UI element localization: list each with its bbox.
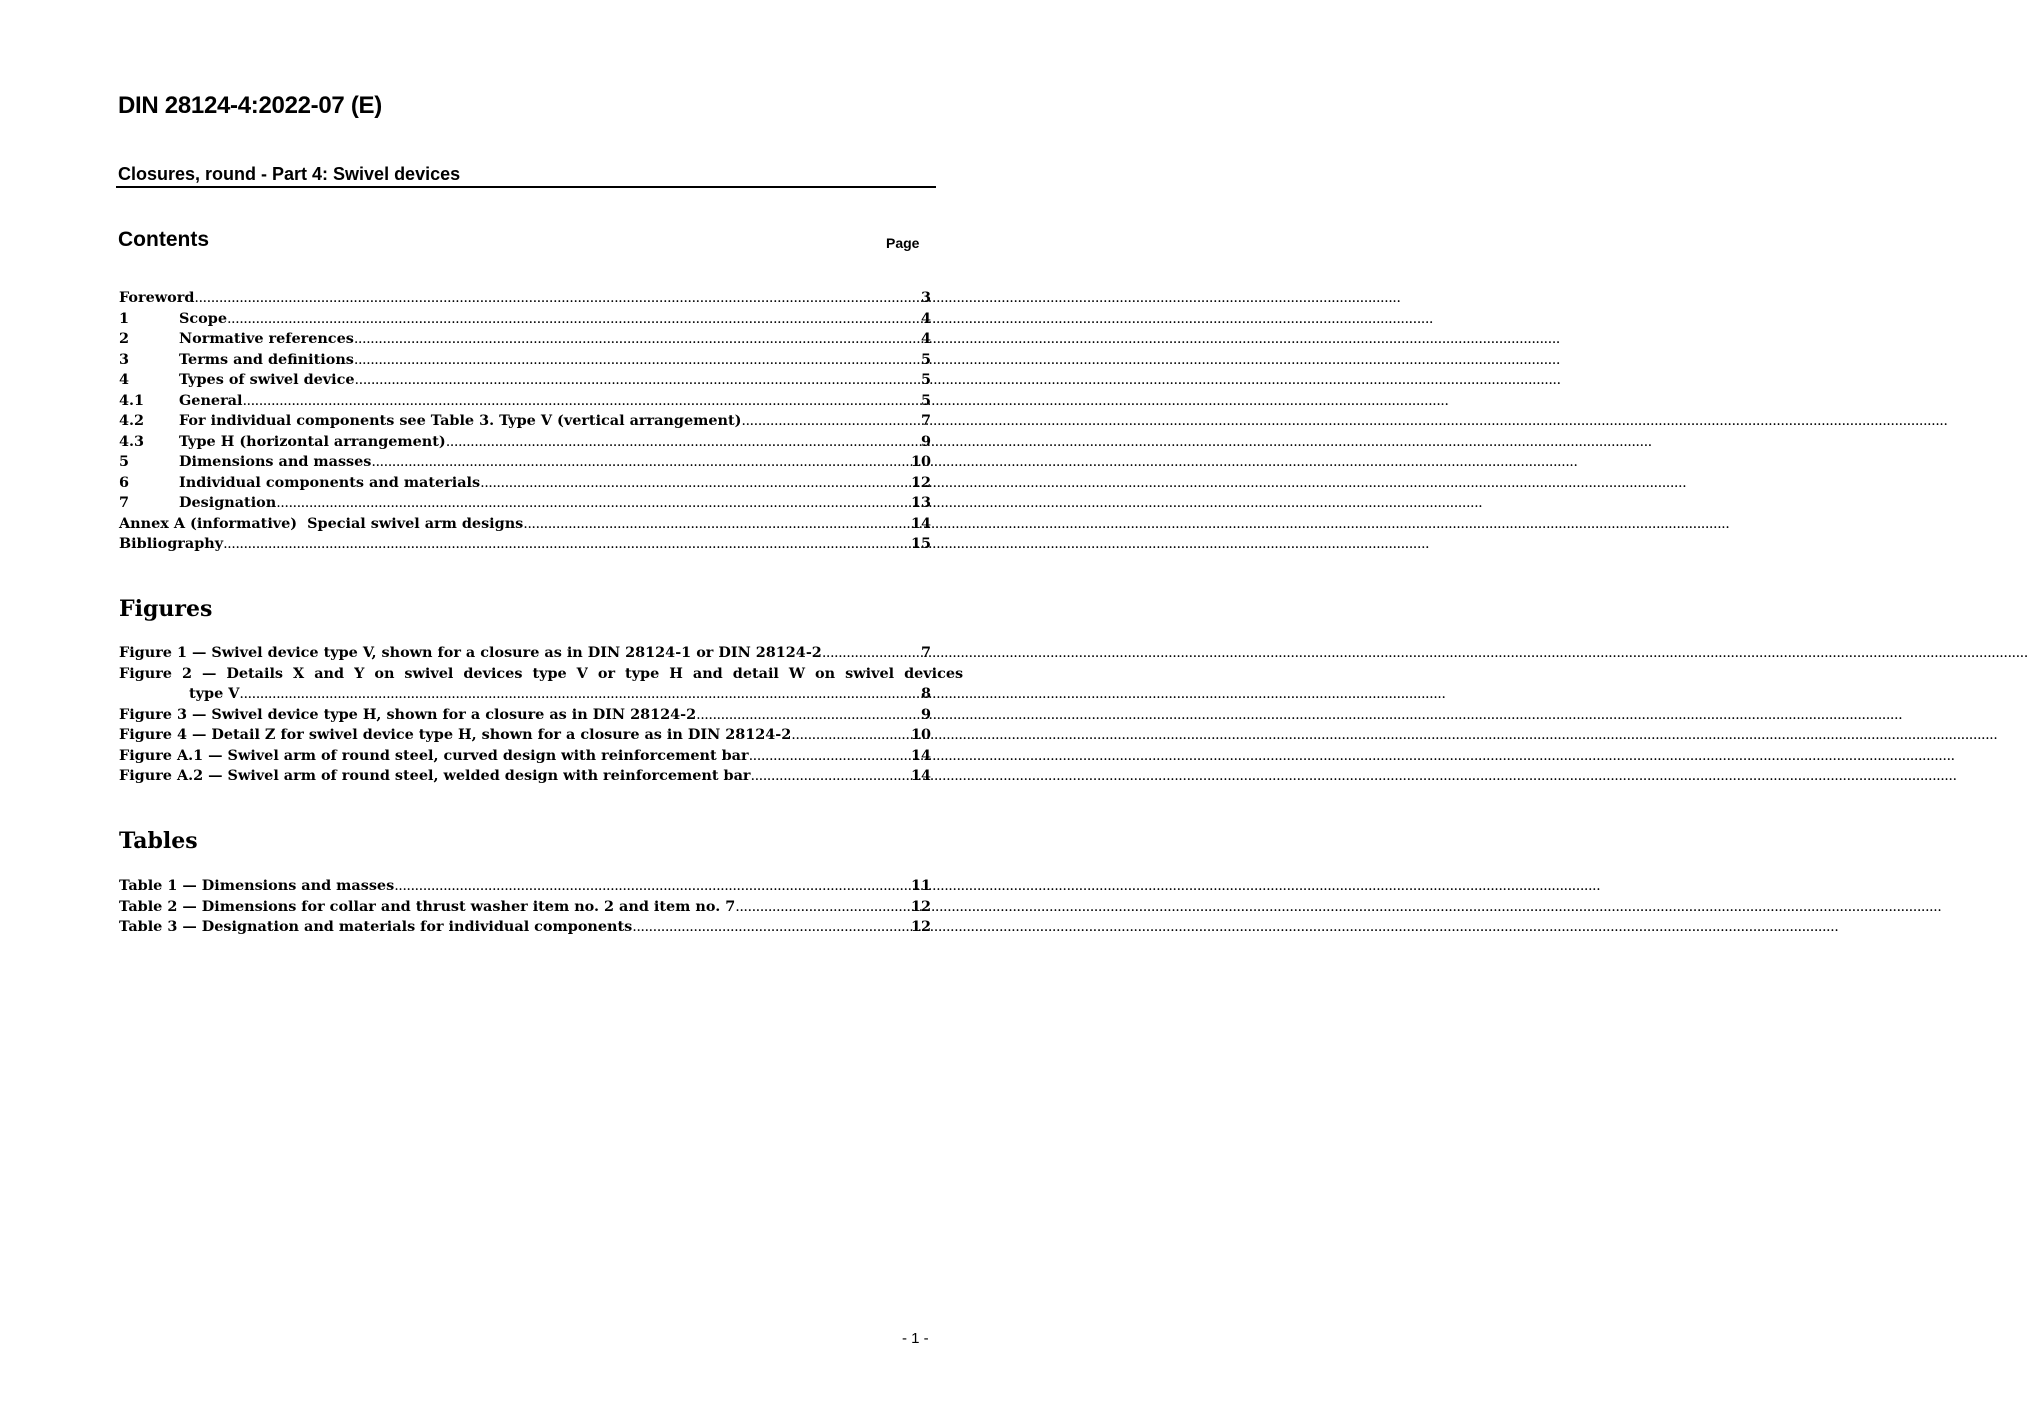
dot-leader [276, 493, 909, 514]
toc-entry-page: 13 [910, 494, 931, 511]
figure-entry-page: 14 [910, 746, 931, 764]
table-entry-page: 11 [910, 877, 931, 894]
figure-entry-title: Figure 3 — Swivel device type H, shown for a closure as in DIN 28124-2 [119, 705, 697, 723]
figure-entry-page: 14 [910, 767, 931, 784]
toc-entry-number: 7 [119, 494, 130, 511]
figure-entry-title: Figure A.1 — Swivel arm of round steel, curved design with reinforcement bar [119, 746, 749, 764]
page-number: - 1 - [902, 1330, 929, 1347]
figure-entry[interactable] [119, 643, 931, 664]
toc-entry-number: 4.3 [119, 432, 145, 450]
table-entry[interactable] [119, 897, 931, 918]
toc-entry-scope[interactable] [119, 309, 931, 330]
toc-entry-title: Scope [179, 309, 227, 327]
toc-entry-number: 4.1 [119, 391, 145, 409]
figure-entry-title: Figure 1 — Swivel device type V, shown for a closure as in DIN 28124-1 or DIN 28124-2 [119, 644, 822, 661]
dot-leader [735, 897, 909, 918]
toc-entry-number: 3 [119, 350, 130, 368]
toc-entry-number: 4 [119, 371, 130, 388]
document-subtitle: Closures, round - Part 4: Swivel devices [116, 162, 936, 188]
toc-entry-normative-references[interactable] [119, 329, 931, 350]
dot-leader [791, 725, 909, 746]
toc-entry-number: 2 [119, 330, 130, 347]
dot-leader [227, 309, 919, 330]
toc-entry-title: Types of swivel device [179, 371, 355, 388]
toc-entry-page: 14 [910, 514, 931, 532]
toc-entry-page: 15 [910, 535, 931, 552]
dot-leader [239, 684, 919, 705]
figure-entry[interactable] [119, 766, 931, 787]
toc-entry-title: Foreword [119, 289, 195, 306]
figure-entry-page: 7 [920, 644, 931, 661]
figure-entry[interactable] [119, 705, 931, 726]
toc-entry-types[interactable] [119, 370, 931, 391]
table-entry-title: Table 1 — Dimensions and masses [119, 877, 395, 894]
dot-leader [223, 534, 909, 555]
contents-heading: Contents [118, 228, 209, 251]
figure-entry-title-continued: type V [189, 685, 240, 702]
toc-entry-components[interactable] [119, 473, 931, 494]
dot-leader [741, 411, 919, 432]
toc-entry-page: 5 [920, 391, 931, 409]
figure-entry-title: Figure A.2 — Swivel arm of round steel, welded design with reinforcement bar [119, 767, 751, 784]
figure-entry-title: Figure 4 — Detail Z for swivel device type H, shown for a closure as in DIN 28124-2 [119, 726, 792, 743]
dot-leader [394, 876, 909, 897]
toc-entry-title: Annex A (informative) Special swivel arm designs [119, 514, 524, 532]
dot-leader [523, 514, 909, 535]
figures-list [119, 643, 964, 787]
toc-entry-title: General [179, 391, 243, 409]
dot-leader [696, 705, 919, 726]
toc-entry-type-v[interactable] [119, 411, 931, 432]
dot-leader [242, 391, 919, 412]
toc-entry-number: 6 [119, 473, 130, 491]
table-entry-page: 12 [910, 918, 931, 935]
toc-entry-page: 12 [910, 473, 931, 491]
dot-leader [194, 288, 919, 309]
toc-entry-title: Normative references [179, 330, 354, 347]
figure-entry[interactable] [119, 746, 931, 767]
tables-heading: Tables [119, 828, 198, 854]
toc-entry-type-h[interactable] [119, 432, 931, 453]
toc-entry-number: 5 [119, 453, 130, 470]
toc-entry-number: 1 [119, 309, 130, 327]
table-entry-page: 12 [910, 897, 931, 915]
figure-entry-title: Figure 2 — Details X and Y on swivel devices type V or type H and detail W on swivel devices [119, 664, 964, 682]
figure-entry-page: 8 [920, 685, 931, 702]
table-entry[interactable] [119, 917, 931, 938]
toc-entry-page: 4 [920, 309, 931, 327]
dot-leader [371, 452, 909, 473]
dot-leader [354, 350, 919, 371]
document-title: DIN 28124-4:2022-07 (E) [118, 92, 382, 119]
dot-leader [446, 432, 919, 453]
toc-entry-annex-a[interactable] [119, 514, 931, 535]
figure-entry[interactable] [119, 664, 964, 705]
toc-entry-page: 5 [920, 350, 931, 368]
figure-entry-page: 10 [910, 726, 931, 743]
dot-leader [822, 643, 919, 664]
dot-leader [749, 746, 909, 767]
dot-leader [355, 370, 919, 391]
page-column-label: Page [886, 235, 920, 251]
toc-entry-page: 4 [920, 330, 931, 347]
toc-entry-title: Individual components and materials [179, 473, 481, 491]
toc-entry-foreword[interactable] [119, 288, 931, 309]
toc-entry-terms-definitions[interactable] [119, 350, 931, 371]
toc-entry-page: 7 [920, 412, 931, 429]
toc-entry-title: For individual components see Table 3. Type V (vertical arrangement) [179, 412, 742, 429]
toc-entry-title: Bibliography [119, 535, 224, 552]
figure-entry[interactable] [119, 725, 931, 746]
toc-entry-general[interactable] [119, 391, 931, 412]
toc-entry-title: Type H (horizontal arrangement) [179, 432, 446, 450]
table-entry-title: Table 3 — Designation and materials for individual components [119, 918, 633, 935]
toc-entry-page: 5 [920, 371, 931, 388]
toc-entry-bibliography[interactable] [119, 534, 931, 555]
toc-entry-title: Terms and definitions [179, 350, 354, 368]
toc-entry-dimensions[interactable] [119, 452, 931, 473]
toc-entry-page: 10 [910, 453, 931, 470]
toc-entry-designation[interactable] [119, 493, 931, 514]
dot-leader [354, 329, 919, 350]
toc-entry-title: Designation [179, 494, 277, 511]
figure-entry-page: 9 [920, 705, 931, 723]
dot-leader [632, 917, 909, 938]
dot-leader [480, 473, 909, 494]
table-entry-title: Table 2 — Dimensions for collar and thrust washer item no. 2 and item no. 7 [119, 897, 736, 915]
dot-leader [751, 766, 909, 787]
contents-list [119, 288, 931, 555]
table-entry[interactable] [119, 876, 931, 897]
toc-entry-page: 9 [920, 432, 931, 450]
figures-heading: Figures [119, 596, 213, 622]
tables-list [119, 876, 931, 938]
toc-entry-page: 3 [920, 289, 931, 306]
toc-entry-title: Dimensions and masses [179, 453, 372, 470]
toc-entry-number: 4.2 [119, 412, 145, 429]
